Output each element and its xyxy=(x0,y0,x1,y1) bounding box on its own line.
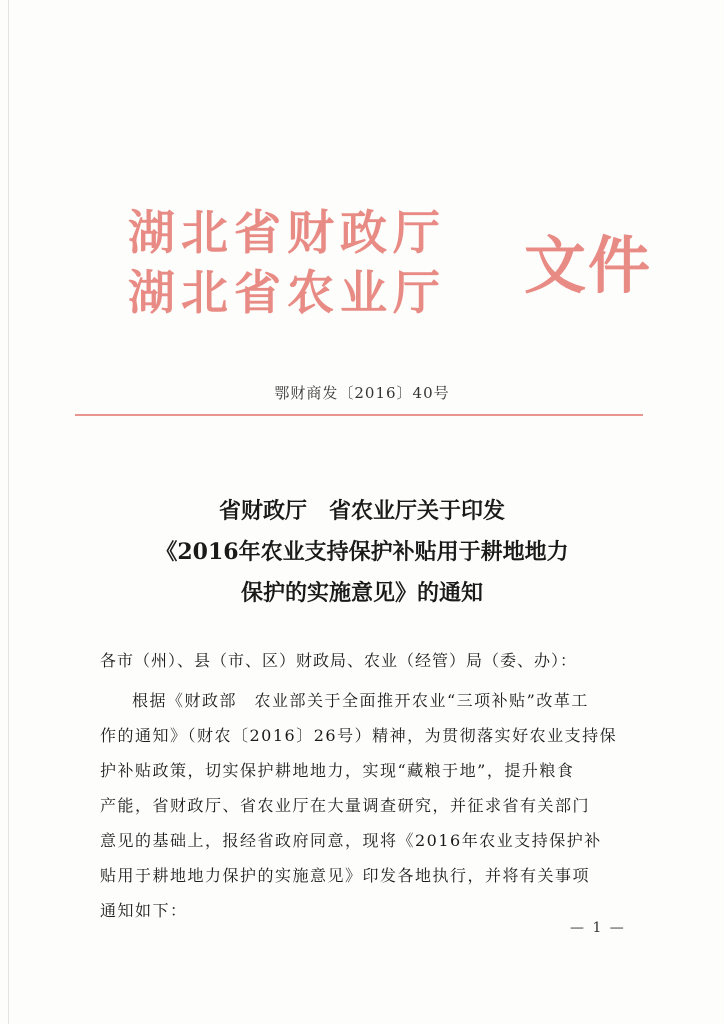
body-line: 意见的基础上，报经省政府同意，现将《2016年农业支持保护补 xyxy=(100,831,602,850)
body-line: 护补贴政策，切实保护耕地地力，实现“藏粮于地”，提升粮食 xyxy=(100,761,575,780)
body-line: 根据《财政部 农业部关于全面推开农业“三项补贴”改革工 xyxy=(132,691,589,710)
title-line-1: 省财政厅 省农业厅关于印发 xyxy=(218,498,505,524)
title-line-2: 《2016年农业支持保护补贴用于耕地地力 xyxy=(155,539,569,565)
header-issuer-finance: 湖北省财政厅 xyxy=(128,206,446,261)
page-number: — 1 — xyxy=(570,920,626,936)
red-header xyxy=(128,196,653,336)
body-line: 产能，省财政厅、省农业厅在大量调查研究，并征求省有关部门 xyxy=(100,796,591,815)
body-line: 贴用于耕地地力保护的实施意见》印发各地执行，并将有关事项 xyxy=(100,866,591,885)
salutation: 各市（州）、县（市、区）财政局、农业（经管）局（委、办）： xyxy=(100,651,578,670)
title-line-3: 保护的实施意见》的通知 xyxy=(240,580,483,606)
document-number: 鄂财商发〔2016〕40号 xyxy=(274,384,450,402)
header-issuer-agriculture: 湖北省农业厅 xyxy=(128,266,446,321)
body-line: 通知如下： xyxy=(100,901,188,920)
body-line: 作的通知》（财农〔2016〕26号）精神，为贯彻落实好农业支持保 xyxy=(100,726,618,745)
header-suffix: 文件 xyxy=(524,229,653,302)
red-divider xyxy=(75,414,643,416)
